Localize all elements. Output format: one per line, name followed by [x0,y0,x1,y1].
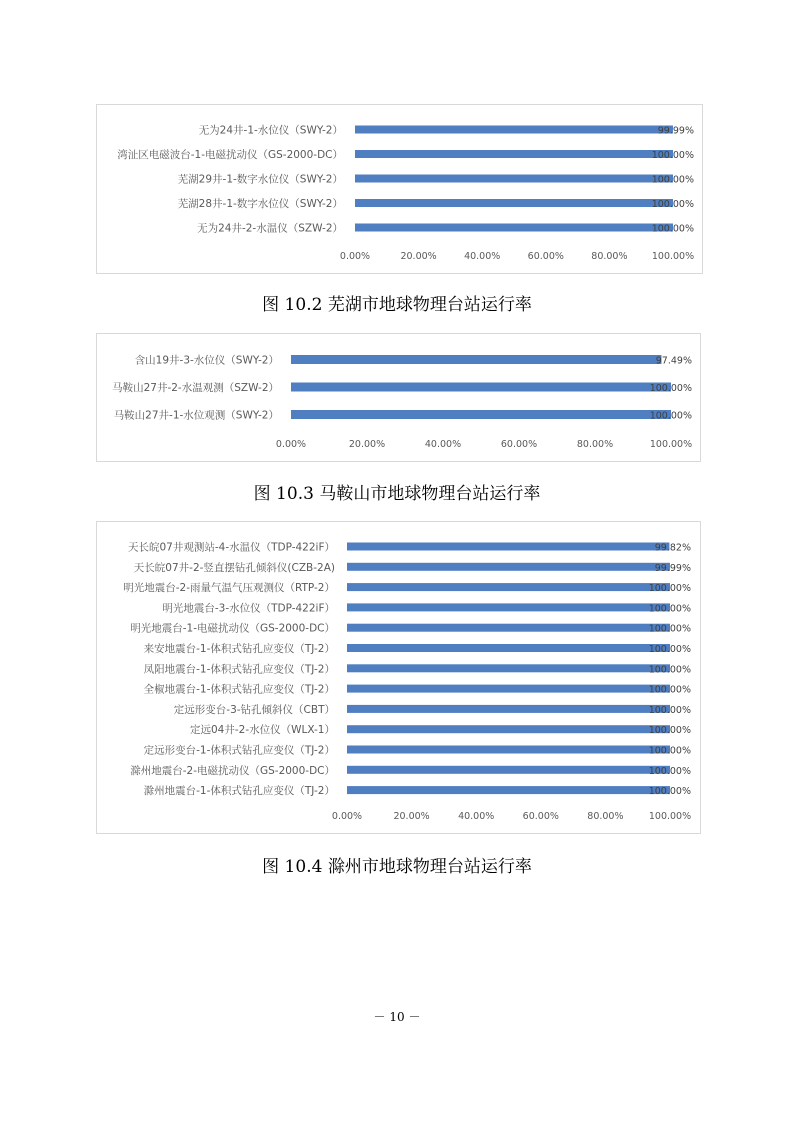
category-label: 天长皖07井观测站-4-水温仪（TDP-422iF） [127,541,335,554]
value-label: 100.00% [648,765,691,777]
bar [291,355,661,364]
caption-wuhu: 图 10.2 芜湖市地球物理台站运行率 [262,295,532,315]
value-label: 100.00% [649,410,692,422]
x-tick-label: 100.00% [649,439,693,450]
category-label: 湾沚区电磁波台-1-电磁扰动仪（GS-2000-DC） [117,149,343,161]
chart-chuzhou [96,521,701,834]
x-tick-label: 20.00% [400,251,437,262]
x-tick-label: 40.00% [424,439,462,450]
category-label: 明光地震台-2-雨量气温气压观测仪（RTP-2） [123,582,335,595]
bar [347,705,670,713]
bar [355,150,673,158]
category-label: 明光地震台-1-电磁扰动仪（GS-2000-DC） [130,622,335,635]
value-label: 100.00% [648,704,691,716]
value-label: 99.99% [657,125,694,137]
bar [347,583,670,591]
category-label: 无为24井-2-水温仪（SZW-2） [197,222,343,235]
x-tick-label: 0.00% [331,811,363,822]
bar [347,746,670,754]
bar [347,786,670,794]
x-tick-label: 60.00% [500,439,538,450]
category-label: 无为24井-1-水位仪（SWY-2） [198,124,343,137]
bar [347,685,670,693]
chart-wuhu-svg [97,105,702,273]
value-label: 100.00% [648,583,691,595]
x-tick-label: 20.00% [348,439,386,450]
category-label: 全椒地震台-1-体积式钻孔应变仪（TJ-2） [143,683,335,696]
x-tick-label: 0.00% [275,439,307,450]
value-label: 100.00% [648,623,691,635]
category-label: 来安地震台-1-体积式钻孔应变仪（TJ-2） [143,643,335,655]
category-label: 滁州地震台-1-体积式钻孔应变仪（TJ-2） [143,785,335,798]
value-label: 100.00% [648,603,691,615]
bar [355,175,673,183]
value-label: 100.00% [651,199,694,210]
value-label: 100.00% [651,150,694,161]
value-label: 100.00% [651,223,694,235]
value-label: 97.49% [655,355,692,367]
bar [347,543,669,551]
category-label: 定远形变台-3-钻孔倾斜仪（CBT） [173,703,335,716]
bar [347,563,670,571]
bar [347,725,670,733]
value-label: 100.00% [648,745,691,757]
bar [355,126,673,134]
x-tick-label: 80.00% [576,439,614,450]
category-label: 明光地震台-3-水位仪（TDP-422iF） [162,602,335,615]
caption-maanshan: 图 10.3 马鞍山市地球物理台站运行率 [253,484,541,504]
value-label: 99.99% [654,562,691,574]
x-tick-label: 80.00% [591,251,628,262]
value-label: 100.00% [648,644,691,655]
bar [347,603,670,611]
category-label: 定远形变台-1-体积式钻孔应变仪（TJ-2） [143,744,335,757]
value-label: 100.00% [648,725,691,737]
x-tick-label: 0.00% [339,251,371,262]
bar [355,199,673,207]
chart-wuhu [96,104,703,274]
category-label: 含山19井-3-水位仪（SWY-2） [134,354,279,367]
bar [291,383,671,392]
category-label: 滁州地震台-2-电磁扰动仪（GS-2000-DC） [130,764,335,777]
bar [355,224,673,232]
page-number: － 10 － [373,1010,421,1024]
bar [291,410,671,419]
x-tick-label: 60.00% [527,251,564,262]
category-label: 芜湖29井-1-数字水位仪（SWY-2） [177,173,343,186]
value-label: 100.00% [651,174,694,186]
bar [347,766,670,774]
x-tick-label: 20.00% [393,811,430,822]
chart-chuzhou-svg [97,522,700,833]
x-tick-label: 80.00% [587,811,624,822]
value-label: 100.00% [648,684,691,696]
x-tick-label: 100.00% [651,251,695,262]
category-label: 天长皖07井-2-竖直摆钻孔倾斜仪(CZB-2A) [133,561,335,574]
bar [347,644,670,652]
bar [347,664,670,672]
value-label: 100.00% [648,664,691,676]
x-tick-label: 40.00% [464,251,501,262]
category-label: 定远04井-2-水位仪（WLX-1） [190,724,335,737]
x-tick-label: 100.00% [648,811,692,822]
chart-maanshan [96,333,701,462]
category-label: 马鞍山27井-2-水温观测（SZW-2） [112,382,279,394]
category-label: 芜湖28井-1-数字水位仪（SWY-2） [177,198,343,210]
value-label: 99.82% [654,542,691,554]
value-label: 100.00% [649,383,692,394]
value-label: 100.00% [648,786,691,798]
x-tick-label: 60.00% [522,811,559,822]
category-label: 凤阳地震台-1-体积式钻孔应变仪（TJ-2） [143,663,335,676]
chart-maanshan-svg [97,334,700,461]
caption-chuzhou: 图 10.4 滁州市地球物理台站运行率 [262,857,532,877]
x-tick-label: 40.00% [458,811,495,822]
category-label: 马鞍山27井-1-水位观测（SWY-2） [113,409,279,422]
bar [347,624,670,632]
